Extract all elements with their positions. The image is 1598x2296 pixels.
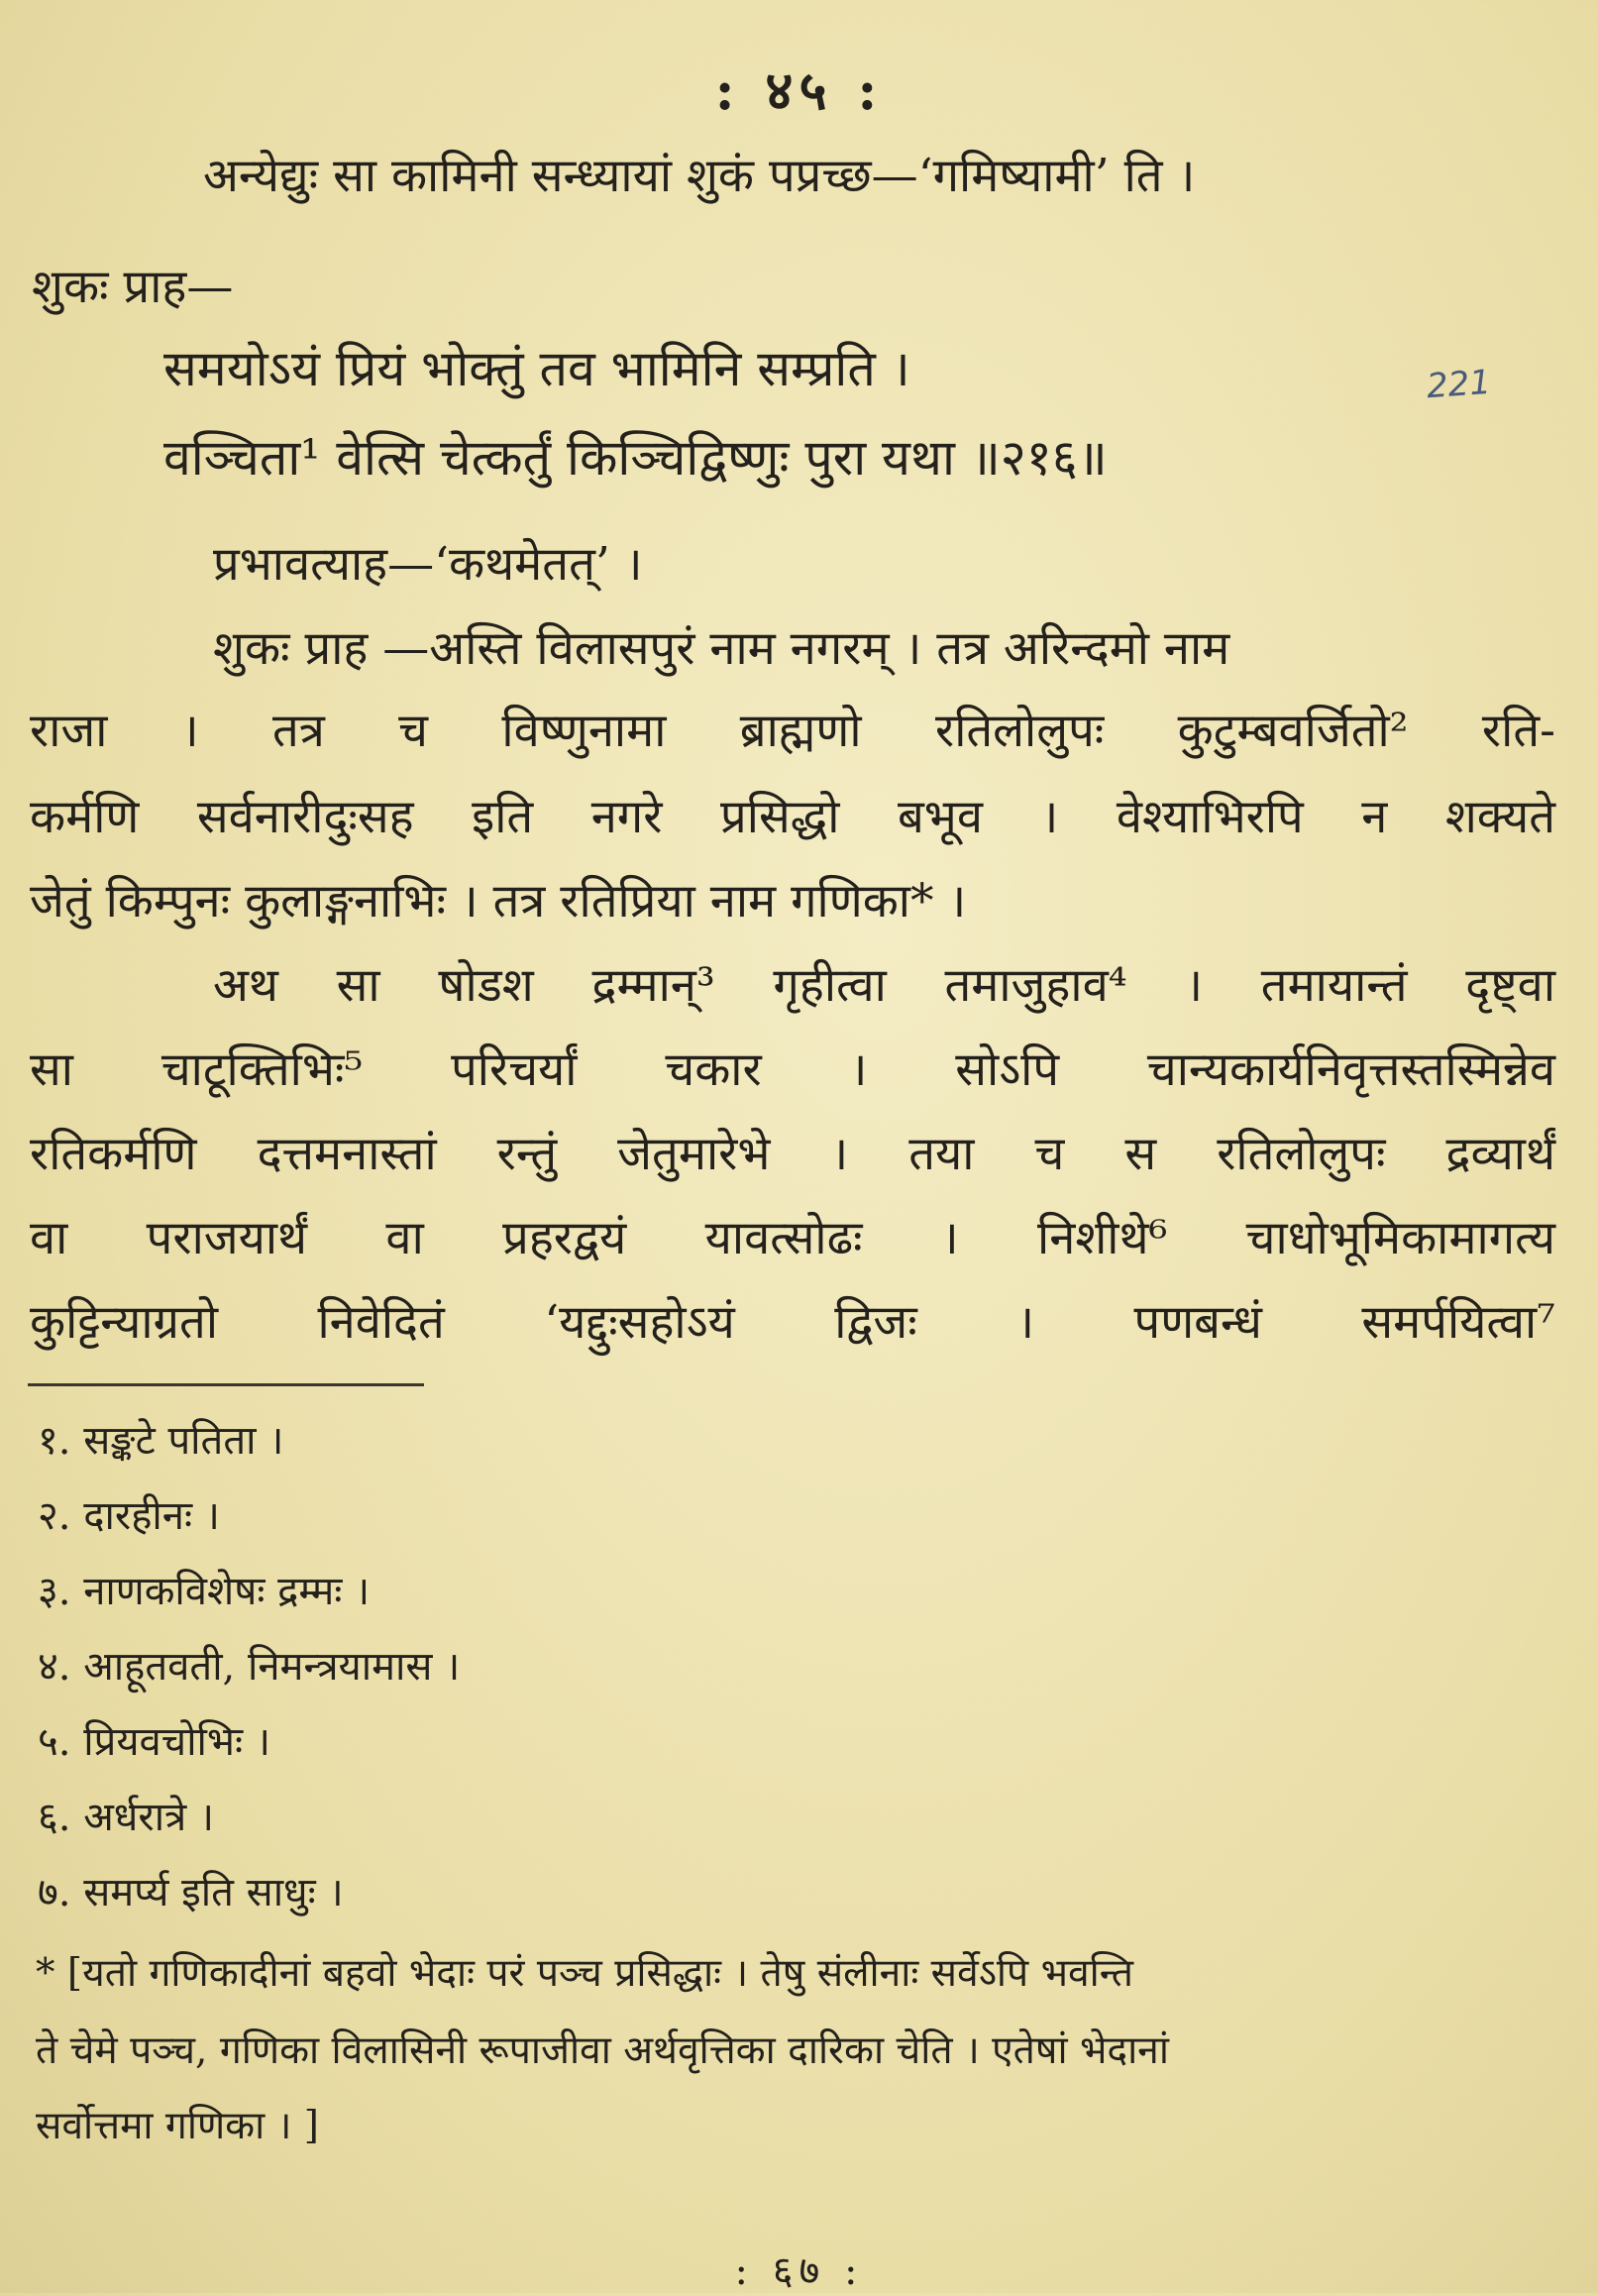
footnote-divider xyxy=(28,1383,424,1386)
footnote-4: ४. आहूतवती, निमन्त्रयामास । xyxy=(38,1644,461,1690)
body-line-7: राजा । तत्र च विष्णुनामा ब्राह्मणो रतिलोलुपः कुटुम्बवर्जितो² रति- xyxy=(30,704,1555,758)
body-line-11: सा चाटूक्तिभिः⁵ परिचर्यां चकार । सोऽपि चान्यकार्यनिवृत्तस्तस्मिन्नेव xyxy=(30,1042,1555,1097)
footnote-2: २. दारहीनः । xyxy=(38,1493,220,1539)
body-line-12: रतिकर्मणि दत्तमनास्तां रन्तुं जेतुमारेभे । तया च स रतिलोलुपः द्रव्यार्थं xyxy=(30,1127,1555,1181)
verse-line-1: समयोऽयं प्रियं भोक्तुं तव भामिनि सम्प्रति । xyxy=(163,340,910,397)
footnote-7: ७. समर्प्य इति साधुः । xyxy=(38,1870,344,1915)
body-line-2: शुकः प्राह— xyxy=(32,260,234,314)
body-line-6: शुकः प्राह —अस्ति विलासपुरं नाम नगरम् । तत्र अरिन्दमो नाम xyxy=(213,621,1230,676)
footnote-1: १. सङ्कटे पतिता । xyxy=(38,1418,284,1464)
star-note-line-3: सर्वोत्तमा गणिका । ] xyxy=(36,2104,320,2148)
body-line-1: अन्येद्युः सा कामिनी सन्ध्यायां शुकं पप्रच्छ—‘गमिष्यामी’ ति । xyxy=(203,149,1196,203)
body-line-5: प्रभावत्याह—‘कथमेतत्’ । xyxy=(213,537,643,592)
footnote-3: ३. नाणकविशेषः द्रम्मः । xyxy=(38,1569,371,1614)
body-line-8: कर्मणि सर्वनारीदुःसह इति नगरे प्रसिद्धो बभूव । वेश्याभिरपि न शक्यते xyxy=(30,790,1555,844)
verse-line-2: वञ्चिता¹ वेत्सि चेत्कर्तुं किञ्चिद्विष्णुः पुरा यथा ॥२१६॥ xyxy=(163,429,1108,487)
page-footer-number: : ६७ : xyxy=(734,2248,864,2294)
handwritten-margin-note: 221 xyxy=(1425,362,1493,407)
body-line-9: जेतुं किम्पुनः कुलाङ्गनाभिः । तत्र रतिप्रिया नाम गणिका* । xyxy=(30,874,967,929)
body-line-10: अथ सा षोडश द्रम्मान्³ गृहीत्वा तमाजुहाव⁴ । तमायान्तं दृष्ट्वा xyxy=(213,958,1555,1013)
footnote-5: ५. प्रियवचोभिः । xyxy=(38,1719,270,1765)
page-header-number: : ४५ : xyxy=(714,58,884,122)
body-line-14: कुट्टिन्याग्रतो निवेदितं ‘यद्दुःसहोऽयं द्विजः । पणबन्धं समर्पयित्वा⁷ xyxy=(30,1295,1555,1350)
star-note-line-2: ते चेमे पञ्च, गणिका विलासिनी रूपाजीवा अर्थवृत्तिका दारिका चेति । एतेषां भेदानां xyxy=(36,2028,1169,2073)
body-line-13: वा पराजयार्थं वा प्रहरद्वयं यावत्सोढः । निशीथे⁶ चाधोभूमिकामागत्य xyxy=(30,1211,1555,1265)
footnote-6: ६. अर्धरात्रे । xyxy=(38,1795,215,1840)
star-note-line-1: * [यतो गणिकादीनां बहवो भेदाः परं पञ्च प्रसिद्धाः । तेषु संलीनाः सर्वेऽपि भवन्ति xyxy=(36,1951,1134,1996)
